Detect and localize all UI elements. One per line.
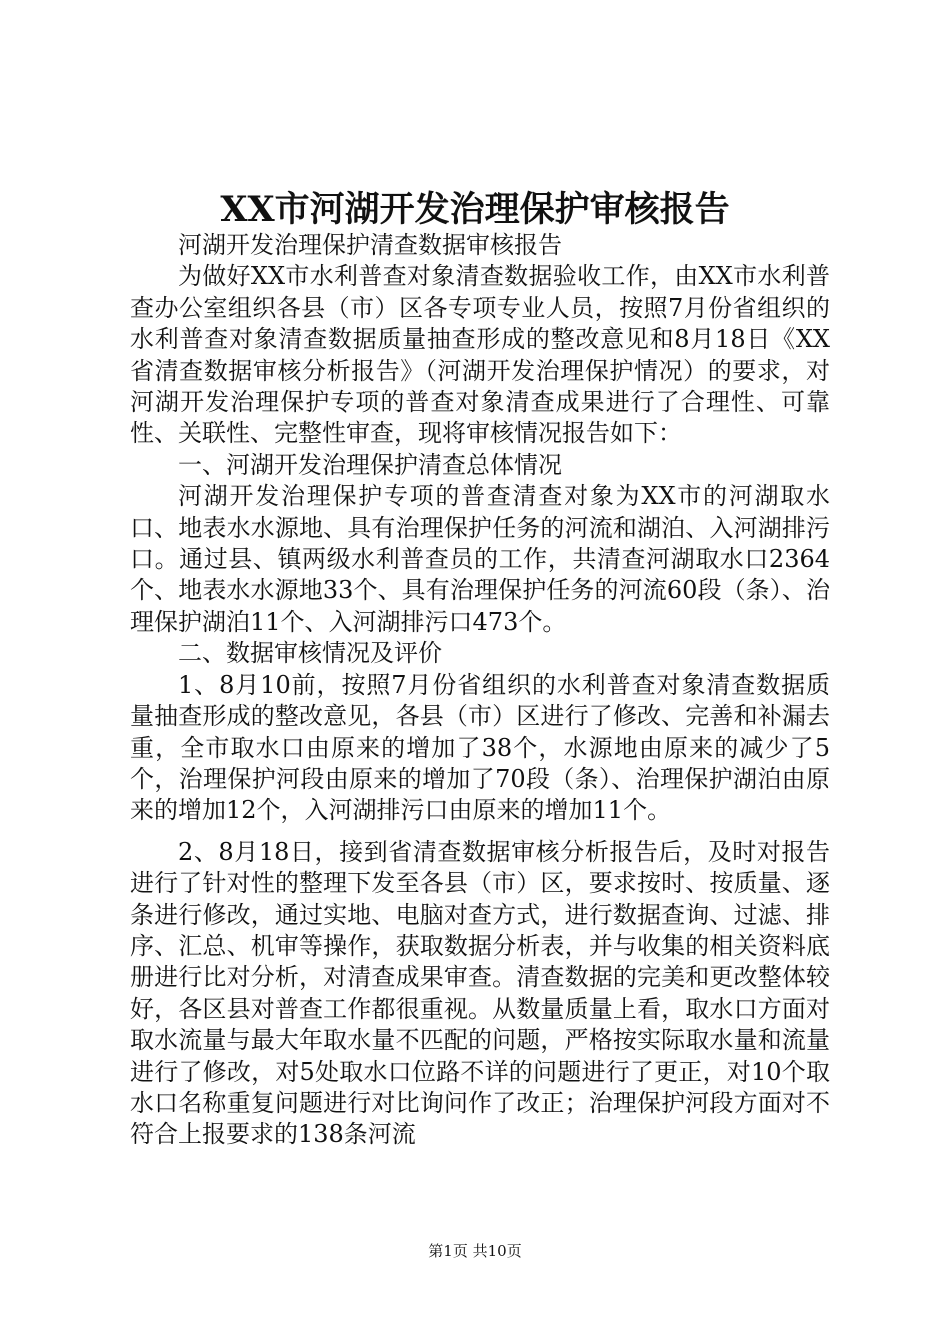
review-item-2-paragraph: 2、8月18日，接到省清查数据审核分析报告后，及时对报告进行了针对性的整理下发至各县（市）区，要求按时、按质量、逐条进行修改，通过实地、电脑对查方式，进行数据查询、过滤、排序、汇总、机审等操作，获取数据分析表，并与收集的相关资料底册进行比对分析，对清查成果审查。清查数据的完美和更改整体较好，各区县对普查工作都很重视。从数量质量上看，取水口方面对取水流量与最大年取水量不匹配的问题，严格按实际取水量和流量进行了修改，对5处取水口位路不详的问题进行了更正，对10个取水口名称重复问题进行对比询问作了改正；治理保护河段方面对不符合上报要求的138条河流 — [130, 837, 830, 1149]
review-item-1-paragraph: 1、8月10前，按照7月份省组织的水利普查对象清查数据质量抽查形成的整改意见，各县（市）区进行了修改、完善和补漏去重，全市取水口由原来的增加了38个，水源地由原来的减少了5个，治理保护河段由原来的增加了70段（条）、治理保护湖泊由原来的增加12个，入河湖排污口由原来的增加11个。 — [130, 670, 830, 825]
section-heading-2: 二、数据审核情况及评价 — [178, 639, 442, 668]
document-title: XX市河湖开发治理保护审核报告 — [220, 189, 730, 230]
section-heading-1: 一、河湖开发治理保护清查总体情况 — [178, 450, 562, 479]
page-footer: 第1页 共10页 — [428, 1242, 522, 1260]
overview-paragraph: 河湖开发治理保护专项的普查清查对象为XX市的河湖取水口、地表水水源地、具有治理保护任务的河流和湖泊、入河湖排污口。通过县、镇两级水利普查员的工作，共清查河湖取水口2364个、地表水水源地33个、具有治理保护任务的河流60段（条）、治理保护湖泊11个、入河湖排污口473个。 — [130, 482, 830, 636]
document-body — [130, 230, 830, 1151]
subtitle-paragraph: 河湖开发治理保护清查数据审核报告 — [178, 231, 562, 259]
intro-paragraph: 为做好XX市水利普查对象清查数据验收工作，由XX市水利普查办公室组织各县（市）区各专项专业人员，按照7月份省组织的水利普查对象清查数据质量抽查形成的整改意见和8月18日《XX省清查数据审核分析报告》（河湖开发治理保护情况）的要求，对河湖开发治理保护专项的普查对象清查成果进行了合理性、可靠性、关联性、完整性审查，现将审核情况报告如下： — [130, 262, 830, 448]
